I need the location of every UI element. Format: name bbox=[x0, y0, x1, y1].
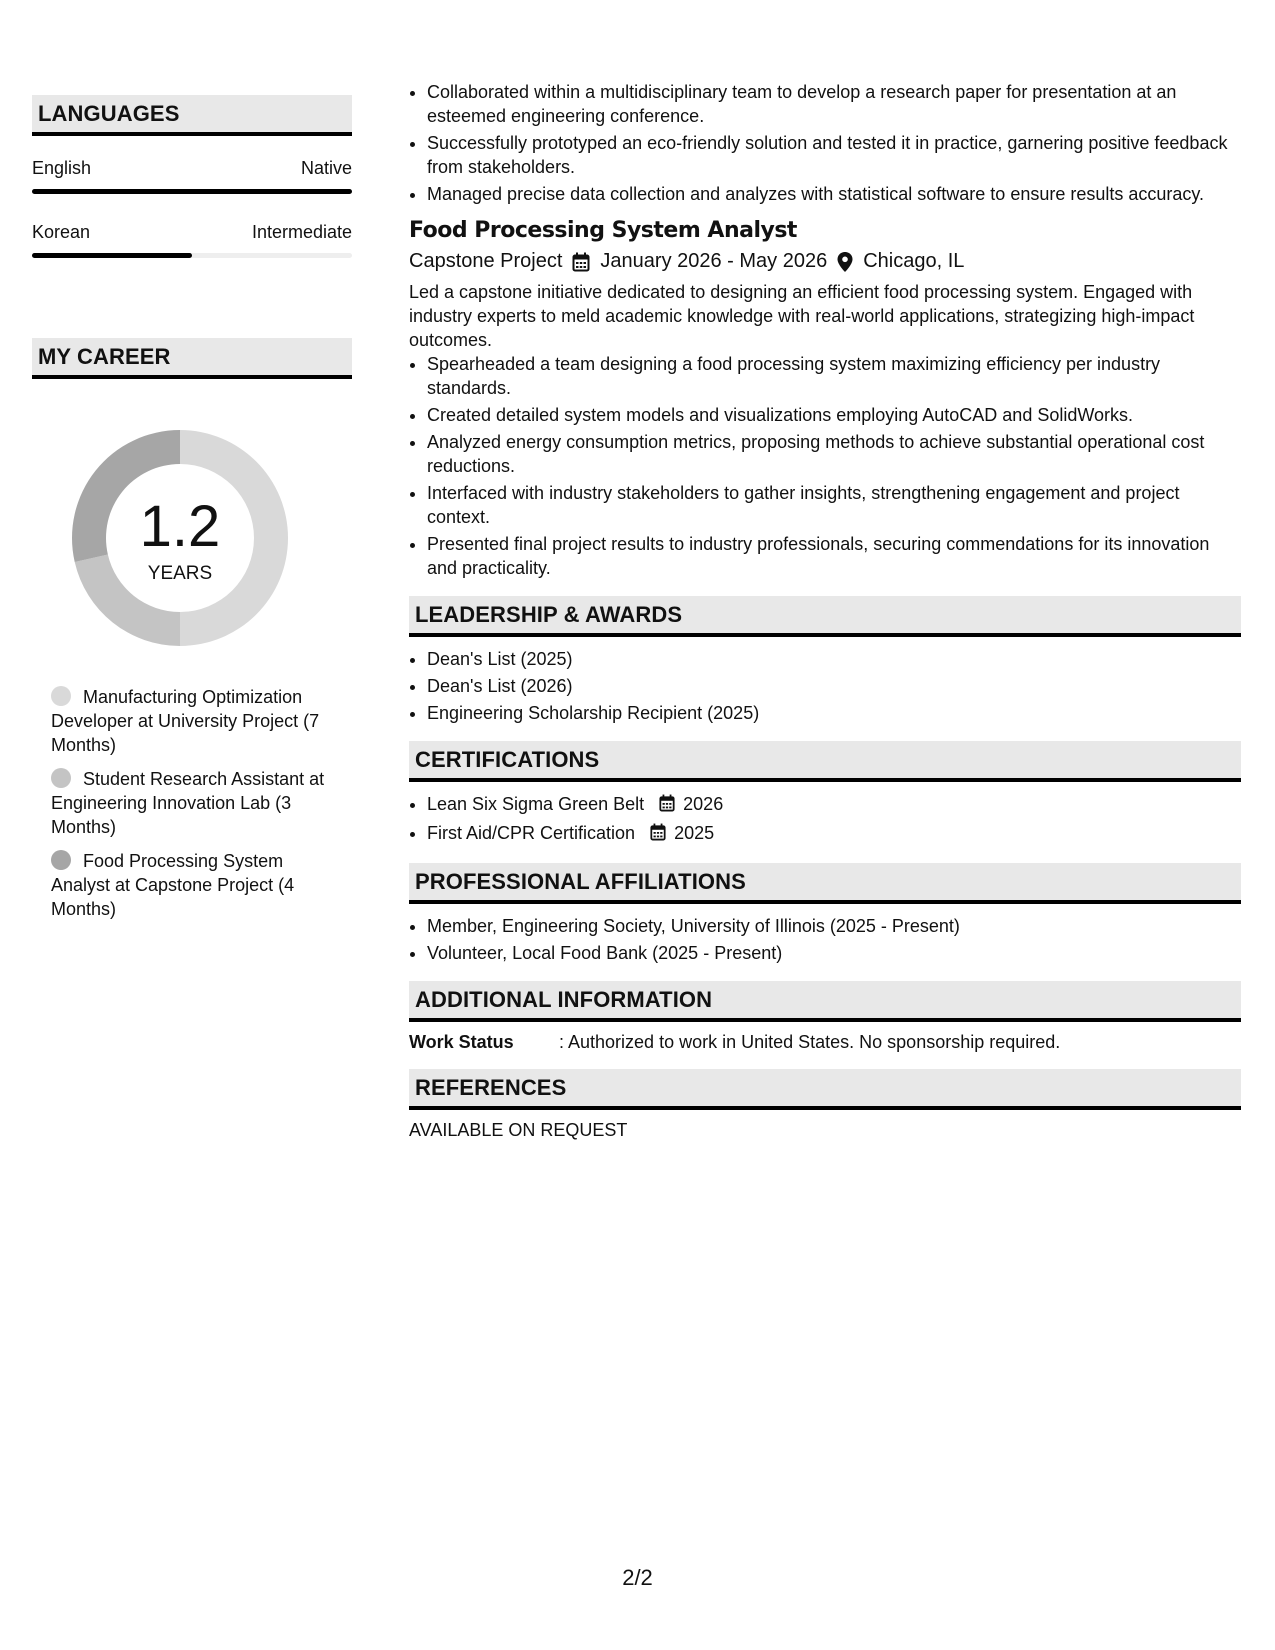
previous-job-bullets bbox=[409, 80, 1241, 206]
career-heading: MY CAREER bbox=[32, 338, 352, 379]
career-legend bbox=[51, 685, 326, 921]
career-legend-label: Manufacturing Optimization Developer at University Project (7 Months) bbox=[51, 687, 320, 755]
language-item bbox=[32, 222, 352, 258]
legend-dot-icon bbox=[51, 686, 71, 706]
certifications-list bbox=[409, 792, 1241, 847]
list-item: • Collaborated within a multidisciplinary team to develop a research paper for presentation at an esteemed engineering conference. bbox=[427, 80, 1241, 128]
main-column bbox=[409, 80, 1241, 1141]
list-item: • Managed precise data collection and analyzes with statistical software to ensure results accuracy. bbox=[427, 182, 1241, 206]
language-proficiency-bar bbox=[32, 253, 352, 258]
career-legend-item bbox=[51, 849, 326, 921]
job-dates: January 2026 - May 2026 bbox=[600, 250, 828, 272]
job-title: Food Processing System Analyst bbox=[409, 218, 797, 243]
list-item: • Dean's List (2026) bbox=[427, 674, 1241, 698]
page-number: 2/2 bbox=[622, 1565, 653, 1590]
career-total-unit: YEARS bbox=[147, 563, 213, 584]
list-item bbox=[427, 792, 1241, 818]
affiliations-list bbox=[409, 914, 1241, 965]
certification-year: 2026 bbox=[683, 794, 724, 814]
language-proficiency-fill bbox=[32, 189, 352, 194]
career-legend-item bbox=[51, 685, 326, 757]
location-pin-icon bbox=[837, 252, 853, 272]
career-donut-chart bbox=[65, 423, 295, 653]
list-item: • Interfaced with industry stakeholders to gather insights, strengthening engagement and project context. bbox=[427, 481, 1241, 529]
certification-year: 2025 bbox=[674, 823, 715, 843]
job-summary: Led a capstone initiative dedicated to designing an efficient food processing system. Engaged with industry experts to meld academic knowledge with real-world applications, strategizing high-impact outcomes. bbox=[409, 282, 1195, 350]
certifications-section bbox=[409, 741, 1241, 847]
career-legend-item bbox=[51, 767, 326, 839]
list-item: • Presented final project results to industry professionals, securing commendations for its innovation and practicality. bbox=[427, 532, 1241, 580]
calendar-icon bbox=[572, 252, 590, 272]
career-total-value: 1.2 bbox=[139, 494, 221, 559]
additional-info-section bbox=[409, 981, 1241, 1053]
additional-info-heading: ADDITIONAL INFORMATION bbox=[409, 981, 1241, 1022]
certification-name: Lean Six Sigma Green Belt bbox=[427, 794, 645, 814]
languages-section bbox=[32, 95, 352, 258]
certifications-heading: CERTIFICATIONS bbox=[409, 741, 1241, 782]
references-section bbox=[409, 1069, 1241, 1141]
career-section bbox=[32, 338, 352, 921]
affiliations-section bbox=[409, 863, 1241, 965]
awards-heading: LEADERSHIP & AWARDS bbox=[409, 596, 1241, 637]
list-item: • Analyzed energy consumption metrics, proposing methods to achieve substantial operational cost reductions. bbox=[427, 430, 1241, 478]
awards-section bbox=[409, 596, 1241, 725]
certification-name: First Aid/CPR Certification bbox=[427, 823, 636, 843]
language-name: Korean bbox=[32, 222, 91, 242]
list-item: • Engineering Scholarship Recipient (2025) bbox=[427, 701, 1241, 725]
calendar-icon bbox=[659, 794, 675, 818]
work-status-row bbox=[409, 1032, 1241, 1053]
languages-heading: LANGUAGES bbox=[32, 95, 352, 136]
language-level: Intermediate bbox=[251, 222, 352, 242]
list-item: • Successfully prototyped an eco-friendly solution and tested it in practice, garnering positive feedback from stakeholders. bbox=[427, 131, 1241, 179]
language-name: English bbox=[32, 158, 92, 178]
list-item bbox=[427, 821, 1241, 847]
experience-entry bbox=[409, 218, 1241, 580]
list-item: • Dean's List (2025) bbox=[427, 647, 1241, 671]
references-text: AVAILABLE ON REQUEST bbox=[409, 1120, 628, 1140]
awards-list bbox=[409, 647, 1241, 725]
career-legend-label: Student Research Assistant at Engineering Innovation Lab (3 Months) bbox=[51, 769, 325, 837]
list-item: • Volunteer, Local Food Bank (2025 - Present) bbox=[427, 941, 1241, 965]
list-item: • Spearheaded a team designing a food processing system maximizing efficiency per industry standards. bbox=[427, 352, 1241, 400]
legend-dot-icon bbox=[51, 768, 71, 788]
work-status-label: Work Status bbox=[409, 1032, 514, 1052]
job-organization: Capstone Project bbox=[409, 250, 563, 272]
job-location: Chicago, IL bbox=[863, 250, 965, 272]
legend-dot-icon bbox=[51, 850, 71, 870]
work-status-value: : Authorized to work in United States. No sponsorship required. bbox=[559, 1032, 1061, 1052]
job-bullets bbox=[409, 352, 1241, 580]
list-item: • Created detailed system models and visualizations employing AutoCAD and SolidWorks. bbox=[427, 403, 1241, 427]
language-level: Native bbox=[300, 158, 352, 178]
career-legend-label: Food Processing System Analyst at Capstone Project (4 Months) bbox=[51, 851, 295, 919]
calendar-icon bbox=[650, 823, 666, 847]
affiliations-heading: PROFESSIONAL AFFILIATIONS bbox=[409, 863, 1241, 904]
list-item: • Member, Engineering Society, University of Illinois (2025 - Present) bbox=[427, 914, 1241, 938]
job-meta bbox=[409, 250, 1241, 273]
language-proficiency-fill bbox=[32, 253, 192, 258]
language-item bbox=[32, 158, 352, 194]
references-heading: REFERENCES bbox=[409, 1069, 1241, 1110]
sidebar bbox=[32, 95, 352, 931]
language-proficiency-bar bbox=[32, 189, 352, 194]
